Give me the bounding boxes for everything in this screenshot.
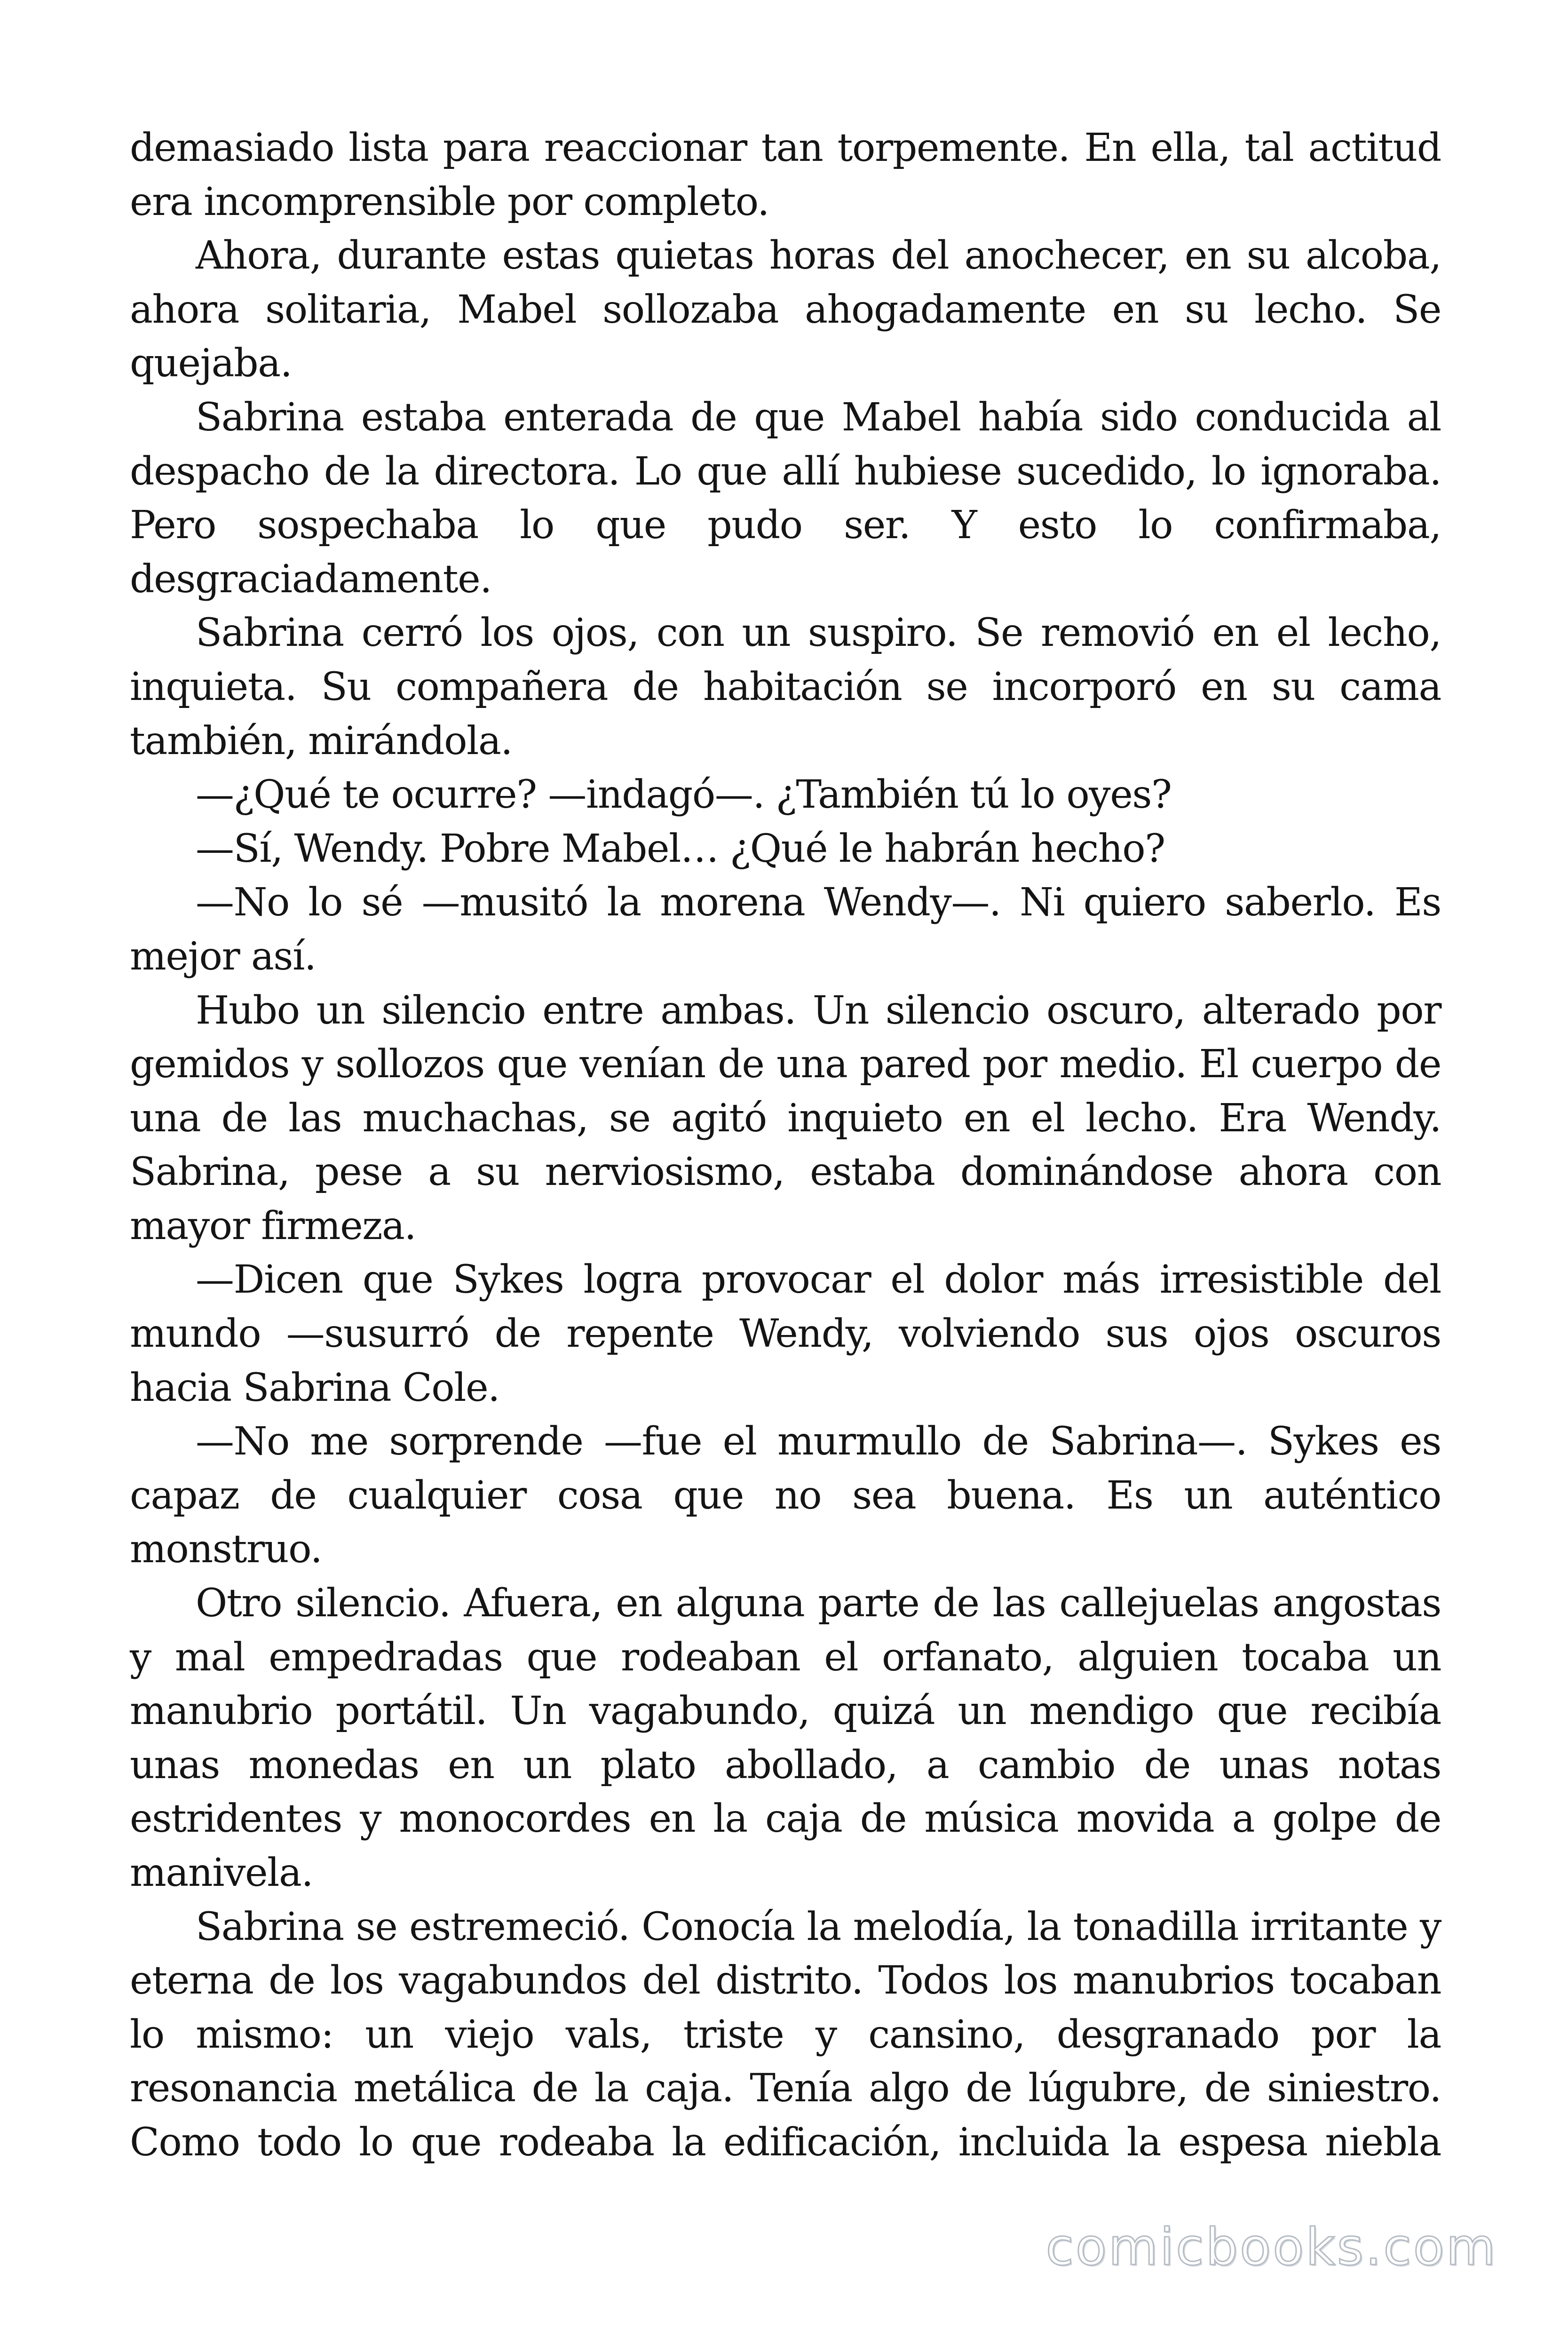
page-body-text [130,121,1441,2170]
paragraph-12: Sabrina se estremeció. Conocía la melodía, la tonadilla irritante y eterna de los vagabundos del distrito. Todos los manubrios tocaban lo mismo: un viejo vals, triste y cansino, desgranado por la resonancia metálica de la caja. Tenía algo de lúgubre, de siniestro. Como todo lo que rodeaba la edificación, incluida la espesa niebla [130,1904,1441,2165]
paragraph-4: Sabrina cerró los ojos, con un suspiro. Se removió en el lecho, inquieta. Su compañera de habitación se incorporó en su cama también, mirándola. [130,611,1441,763]
paragraph-7: —No lo sé —musitó la morena Wendy—. Ni quiero saberlo. Es mejor así. [130,880,1441,979]
paragraph-8: Hubo un silencio entre ambas. Un silencio oscuro, alterado por gemidos y sollozos que venían de una pared por medio. El cuerpo de una de las muchachas, se agitó inquieto en el lecho. Era Wendy. Sabrina, pese a su nerviosismo, estaba dominándose ahora con mayor firmeza. [130,988,1441,1248]
paragraph-6: —Sí, Wendy. Pobre Mabel… ¿Qué le habrán hecho? [196,826,1165,871]
watermark-logo: comicbooks.com [1045,2218,1497,2277]
paragraph-10: —No me sorprende —fue el murmullo de Sabrina—. Sykes es capaz de cualquier cosa que no sea buena. Es un auténtico monstruo. [130,1419,1441,1572]
paragraph-11: Otro silencio. Afuera, en alguna parte de las callejuelas angostas y mal empedradas que rodeaban el orfanato, alguien tocaba un manubrio portátil. Un vagabundo, quizá un mendigo que recibía unas monedas en un plato abollado, a cambio de unas notas estridentes y monocordes en la caja de música movida a golpe de manivela. [130,1581,1441,1895]
paragraph-2: Ahora, durante estas quietas horas del anochecer, en su alcoba, ahora solitaria, Mabel sollozaba ahogadamente en su lecho. Se quejaba. [130,233,1441,386]
paragraph-5: —¿Qué te ocurre? —indagó—. ¿También tú lo oyes? [196,772,1172,818]
paragraph-3: Sabrina estaba enterada de que Mabel había sido conducida al despacho de la directora. Lo que allí hubiese sucedido, lo ignoraba. Pero sospechaba lo que pudo ser. Y esto lo confirmaba, desgraciadamente. [130,395,1441,602]
paragraph-1: demasiado lista para reaccionar tan torpemente. En ella, tal actitud era incomprensible por completo. [130,126,1441,224]
paragraph-9: —Dicen que Sykes logra provocar el dolor más irresistible del mundo —susurró de repente Wendy, volviendo sus ojos oscuros hacia Sabrina Cole. [130,1257,1441,1410]
